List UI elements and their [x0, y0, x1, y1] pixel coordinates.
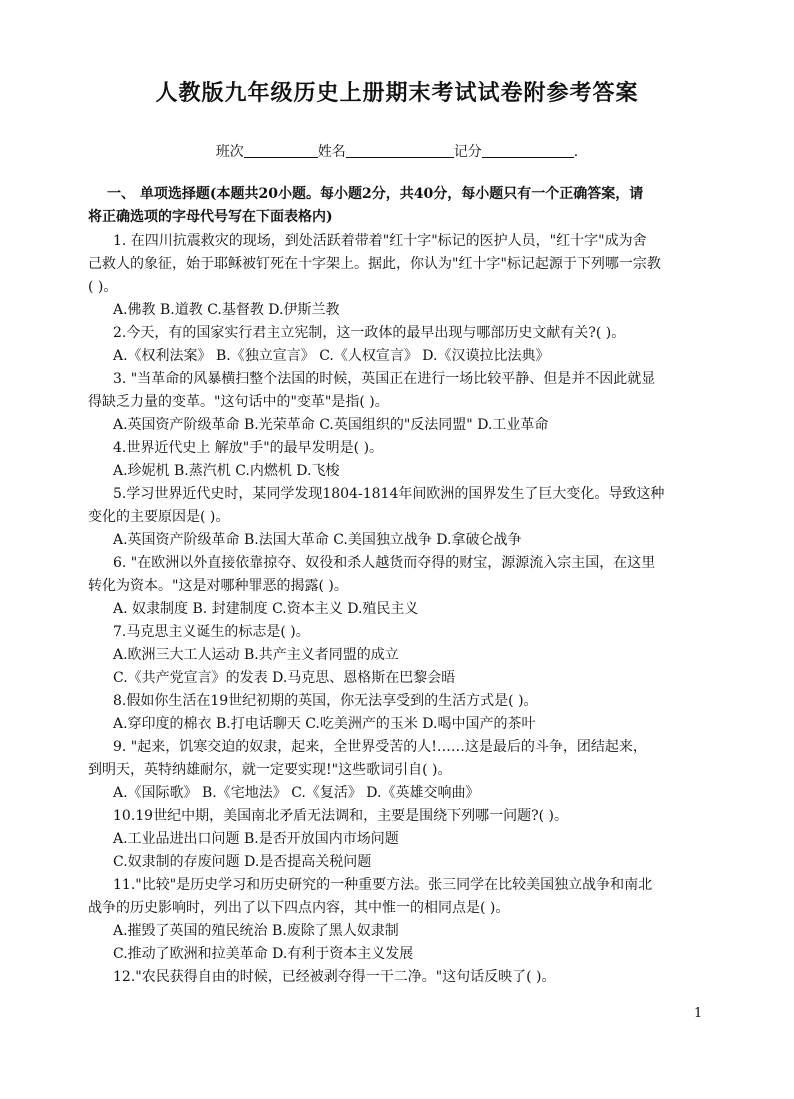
question-9-line-1: 9. "起来，饥寒交迫的奴隶，起来，全世界受苦的人!……这是最后的斗争，团结起来，	[113, 739, 647, 755]
question-6-line-1: 6. "在欧洲以外直接依靠掠夺、奴役和杀人越货而夺得的财宝，源源流入宗主国，在这里	[113, 555, 656, 571]
question-4-options: A.珍妮机 B.蒸汽机 C.内燃机 D.飞梭	[113, 463, 340, 479]
question-6-options: A. 奴隶制度 B. 封建制度 C.资本主义 D.殖民主义	[113, 601, 419, 617]
question-12-stem: 12."农民获得自由的时候，已经被剥夺得一干二净。"这句话反映了( )。	[113, 969, 556, 985]
page-title: 人教版九年级历史上册期末考试试卷附参考答案	[155, 80, 639, 106]
question-7-stem: 7.马克思主义诞生的标志是( )。	[113, 624, 310, 640]
question-11-line-2: 战争的历史影响时，列出了以下四点内容，其中惟一的相同点是( )。	[88, 900, 510, 916]
question-3-line-2: 得缺乏力量的变革。"这句话中的"变革"是指( )。	[88, 394, 389, 410]
question-2-options: A.《权利法案》 B.《独立宣言》 C.《人权宣言》 D.《汉谟拉比法典》	[113, 348, 550, 364]
section-heading-line-1: 一、 单项选择题(本题共20小题。每小题2分，共40分，每小题只有一个正确答案，请	[107, 186, 644, 202]
question-10-options-1: A.工业品进出口问题 B.是否开放国内市场问题	[113, 831, 399, 847]
question-9-options: A.《国际歌》 B.《宅地法》 C.《复活》 D.《英雄交响曲》	[113, 785, 480, 801]
question-8-options: A.穿印度的棉衣 B.打电话聊天 C.吃美洲产的玉米 D.喝中国产的茶叶	[113, 716, 536, 732]
question-10-options-2: C.奴隶制的存废问题 D.是否提高关税问题	[113, 854, 372, 870]
question-1-line-2: 己救人的象征，始于耶稣被钉死在十字架上。据此，你认为"红十字"标记起源于下列哪一宗教	[88, 256, 661, 272]
question-4-stem: 4.世界近代史上 解放"手"的最早发明是( )。	[113, 440, 384, 456]
question-7-options-2: C.《共产党宣言》的发表 D.马克思、恩格斯在巴黎会晤	[113, 670, 456, 686]
class-label: 班次	[215, 144, 244, 160]
question-5-line-1: 5.学习世界近代史时，某同学发现1804-1814年间欧洲的国界发生了巨大变化。导致这种	[113, 486, 665, 502]
question-3-line-1: 3. "当革命的风暴横扫整个法国的时候，英国正在进行一场比较平静、但是并不因此就显	[113, 371, 656, 387]
question-3-options: A.英国资产阶级革命 B.光荣革命 C.英国组织的"反法同盟" D.工业革命	[113, 417, 549, 433]
page-number: 1	[694, 1006, 703, 1021]
question-11-options-1: A.摧毁了英国的殖民统治 B.废除了黑人奴隶制	[113, 923, 399, 939]
question-8-stem: 8.假如你生活在19世纪初期的英国，你无法享受到的生活方式是( )。	[113, 693, 538, 709]
score-label: 记分	[453, 144, 482, 160]
question-2-stem: 2.今天，有的国家实行君主立宪制，这一政体的最早出现与哪部历史文献有关?( )。	[113, 325, 626, 341]
student-info-line	[0, 141, 794, 161]
question-6-line-2: 转化为资本。"这是对哪种罪恶的揭露( )。	[88, 578, 348, 594]
section-heading-line-2: 将正确选项的字母代号写在下面表格内)	[88, 209, 333, 225]
question-7-options-1: A.欧洲三大工人运动 B.共产主义者同盟的成立	[113, 647, 399, 663]
question-9-line-2: 到明天，英特纳雄耐尔，就一定要实现!"这些歌词引自( )。	[88, 762, 452, 778]
question-10-stem: 10.19世纪中期，美国南北矛盾无法调和，主要是围绕下列哪一问题?( )。	[113, 808, 568, 824]
question-5-options: A.英国资产阶级革命 B.法国大革命 C.美国独立战争 D.拿破仑战争	[113, 532, 522, 548]
question-11-options-2: C.推动了欧洲和拉美革命 D.有利于资本主义发展	[113, 946, 414, 962]
info-end: .	[573, 144, 579, 160]
name-label: 姓名	[317, 144, 346, 160]
question-1-blank: ( )。	[88, 279, 118, 295]
question-5-line-2: 变化的主要原因是( )。	[88, 509, 230, 525]
class-blank	[244, 143, 318, 158]
name-blank	[346, 143, 454, 158]
question-1-options: A.佛教 B.道教 C.基督教 D.伊斯兰教	[113, 302, 340, 318]
question-1-line-1: 1. 在四川抗震救灾的现场，到处活跃着带着"红十字"标记的医护人员，"红十字"成为舍	[113, 233, 647, 249]
score-blank	[482, 143, 574, 158]
question-11-line-1: 11."比较"是历史学习和历史研究的一种重要方法。张三同学在比较美国独立战争和南北	[113, 877, 653, 893]
